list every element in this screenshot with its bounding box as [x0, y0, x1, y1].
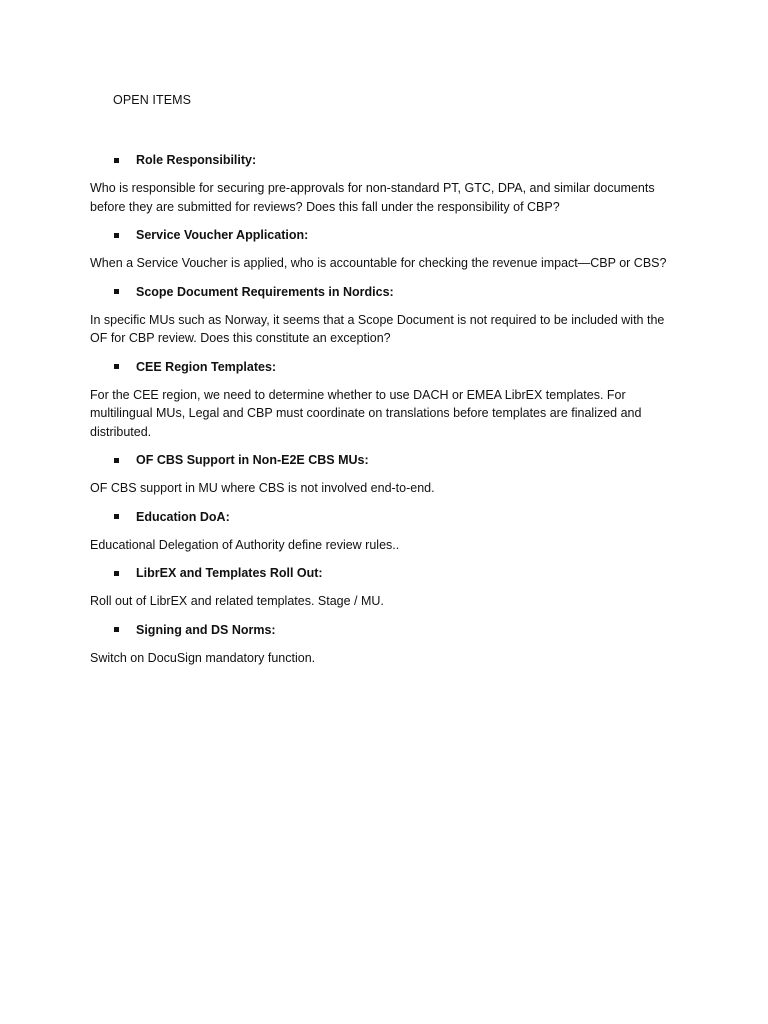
square-bullet-icon	[114, 458, 119, 463]
item-heading	[90, 225, 680, 245]
item-heading-label: Signing and DS Norms:	[136, 622, 276, 637]
open-item	[90, 450, 680, 498]
square-bullet-icon	[114, 627, 119, 632]
open-items-list	[90, 150, 680, 676]
item-heading-label: Service Voucher Application:	[136, 228, 309, 242]
item-heading-label: OF CBS Support in Non-E2E CBS MUs:	[136, 453, 369, 467]
item-heading	[90, 150, 680, 170]
open-item	[90, 620, 680, 668]
square-bullet-icon	[114, 514, 119, 519]
item-heading-label: LibrEX and Templates Roll Out:	[136, 566, 323, 580]
item-heading-label: Education DoA:	[136, 509, 230, 524]
item-heading	[90, 282, 680, 302]
item-heading	[90, 357, 680, 377]
item-body: Who is responsible for securing pre-approvals for non-standard PT, GTC, DPA, and similar documents before they are submitted for reviews? Does this fall under the responsibility of CBP?	[90, 181, 655, 214]
item-body: OF CBS support in MU where CBS is not involved end-to-end.	[90, 481, 435, 495]
square-bullet-icon	[114, 571, 119, 576]
open-item	[90, 150, 680, 216]
item-heading-label: Role Responsibility:	[136, 153, 257, 167]
item-body: For the CEE region, we need to determine whether to use DACH or EMEA LibrEX templates. For multilingual MUs, Legal and CBP must coordinate on translations before templates are finalized and distributed.	[90, 387, 642, 439]
open-item	[90, 507, 680, 555]
square-bullet-icon	[114, 158, 119, 163]
item-heading-label: CEE Region Templates:	[136, 359, 277, 374]
open-item	[90, 563, 680, 611]
open-item	[90, 225, 680, 273]
square-bullet-icon	[114, 289, 119, 294]
item-heading-label: Scope Document Requirements in Nordics:	[136, 284, 394, 299]
item-heading	[90, 563, 680, 583]
square-bullet-icon	[114, 364, 119, 369]
item-heading	[90, 450, 680, 470]
open-item	[90, 357, 680, 442]
item-body: Switch on DocuSign mandatory function.	[90, 650, 316, 665]
item-body: Roll out of LibrEX and related templates. Stage / MU.	[90, 594, 384, 608]
document-title: OPEN ITEMS	[113, 93, 192, 107]
item-body: Educational Delegation of Authority define review rules..	[90, 537, 400, 552]
open-item	[90, 282, 680, 348]
square-bullet-icon	[114, 233, 119, 238]
item-heading	[90, 620, 680, 640]
item-body: In specific MUs such as Norway, it seems that a Scope Document is not required to be included with the OF for CBP review. Does this constitute an exception?	[90, 312, 665, 345]
item-heading	[90, 507, 680, 527]
item-body: When a Service Voucher is applied, who is accountable for checking the revenue impact—CBP or CBS?	[90, 256, 667, 270]
